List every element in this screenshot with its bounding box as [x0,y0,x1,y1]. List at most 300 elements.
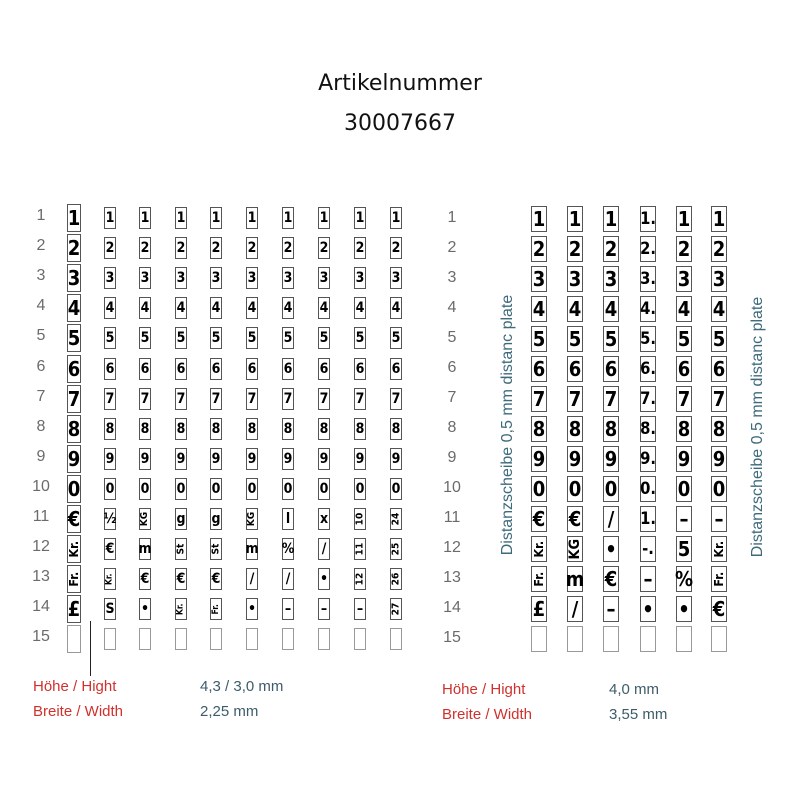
left_grid-cell [354,478,366,500]
left_grid-cell [282,508,294,530]
left_grid-glyph: Fr. [65,571,81,587]
left_grid-cell [354,388,366,410]
right_grid-glyph: 3 [568,267,582,291]
right_grid-cell [640,236,656,262]
right_grid-cell [676,206,692,232]
right_grid-glyph: 5. [640,328,656,348]
right_grid-glyph: 2 [568,237,582,261]
right_grid-glyph: 3 [532,267,546,291]
left_grid-glyph: Fr. [210,604,221,615]
left_grid-cell [246,478,258,500]
left_grid-glyph: 3 [67,266,81,291]
left_grid-glyph: 4 [247,300,257,317]
right_grid-row-number: 8 [447,419,457,436]
article-number-heading: Artikelnummer [318,71,482,96]
right_grid-glyph: 1 [604,207,618,231]
left_grid-cell [210,418,222,440]
left_grid-cell [67,324,81,352]
right_grid-glyph: 6 [712,357,726,381]
right_grid-row-number: 5 [447,329,457,346]
right_grid-cell [640,326,656,352]
right_grid-glyph: 7 [677,387,691,411]
right_grid-glyph: 3 [712,267,726,291]
left_grid-cell [282,327,294,349]
left_grid-glyph: 1 [176,210,186,226]
right_grid-cell [640,536,656,562]
left_grid-glyph: Kr. [65,540,81,558]
right_grid-glyph: 6 [532,357,546,381]
right_grid-cell [711,446,727,472]
left_grid-cell [67,535,81,563]
left_grid-glyph: 8 [105,420,115,437]
left_grid-glyph: 2 [391,240,401,257]
left_grid-cell [390,598,402,620]
left_grid-glyph: 5 [283,330,293,347]
right_grid-row-number: 11 [443,509,461,526]
right_grid-glyph: 4 [604,297,618,321]
left_grid-glyph: 27 [389,602,401,616]
left_grid-glyph: 8 [211,420,221,437]
left_grid-cell [318,448,330,470]
right_grid-cell [711,236,727,262]
left_grid-cell [175,508,187,530]
left_grid-cell [210,448,222,470]
left_grid-glyph: 25 [389,542,401,556]
left_grid-cell [210,207,222,229]
left_grid-glyph: 7 [140,390,150,407]
left_grid-glyph: 9 [211,450,221,467]
left_grid-cell [318,267,330,289]
left_grid-cell [104,237,116,259]
right_grid-glyph: 3 [677,267,691,291]
left_grid-cell [175,297,187,319]
left_grid-cell [318,358,330,380]
left_grid-cell [282,568,294,590]
left_grid-cell [354,237,366,259]
right_grid-glyph: • [605,537,617,561]
right_grid-cell [567,326,583,352]
right_grid-cell [567,266,583,292]
right_grid-cell [531,446,547,472]
right_grid-cell [640,356,656,382]
right_grid-cell [711,266,727,292]
left_grid-cell [318,568,330,590]
left_grid-glyph: 0 [319,480,329,497]
left_grid-glyph: • [319,571,329,588]
right_grid-glyph: 5 [532,327,546,351]
right_grid-cell [676,416,692,442]
right_grid-row-number: 13 [443,569,461,586]
left_grid-glyph: 26 [389,572,401,586]
left_grid-row-number: 9 [36,447,46,465]
right_grid-cell [531,536,547,562]
left_grid-glyph: 9 [140,450,150,467]
right_grid-cell [567,626,583,652]
left_grid-cell [210,358,222,380]
left_grid-cell [282,598,294,620]
right_grid-glyph: 0 [677,477,691,501]
left_grid-cell [390,628,402,650]
right_grid-cell [603,536,619,562]
left_grid-cell [104,598,116,620]
right_grid-cell [567,506,583,532]
left_grid-glyph: 3 [391,270,401,287]
left_grid-glyph: 7 [319,390,329,407]
left_grid-cell [390,538,402,560]
left-height-value: 4,3 / 3,0 mm [200,678,284,695]
left_grid-cell [246,598,258,620]
right_grid-row-number: 7 [447,389,457,406]
left_grid-glyph: 0 [176,480,186,497]
right_grid-glyph: £ [532,597,546,621]
left_grid-glyph: 6 [319,360,329,377]
left_grid-glyph: 1 [391,210,401,226]
left_grid-glyph: m [138,541,152,558]
right_grid-glyph: 5 [604,327,618,351]
left_grid-cell [67,294,81,322]
right_grid-glyph: • [642,597,654,621]
right_grid-cell [603,416,619,442]
right_grid-cell [603,206,619,232]
right_grid-glyph: 6 [677,357,691,381]
left_grid-glyph: m [245,541,259,558]
left_grid-cell [354,327,366,349]
right_grid-glyph: 1. [640,208,656,228]
left_grid-cell [210,267,222,289]
left_grid-glyph: 10 [353,512,365,526]
left_grid-cell [104,388,116,410]
left_grid-cell [318,237,330,259]
left_grid-glyph: 2 [105,240,115,257]
left_grid-cell [139,598,151,620]
left_grid-cell [318,508,330,530]
right_grid-glyph: 7 [604,387,618,411]
left_grid-glyph: 0 [211,480,221,497]
left_grid-cell [104,568,116,590]
left_grid-glyph: 8 [319,420,329,437]
right_grid-cell [676,506,692,532]
right_grid-glyph: 3 [604,267,618,291]
left_grid-glyph: 4 [355,300,365,317]
left_grid-glyph: 3 [176,270,186,287]
right_grid-cell [711,596,727,622]
left_grid-glyph: 7 [67,386,81,411]
left_grid-cell [390,237,402,259]
right_grid-glyph: 4 [712,297,726,321]
left_grid-cell [246,237,258,259]
right_grid-glyph: – [606,597,616,621]
right-width-label: Breite / Width [442,706,533,723]
right_grid-cell [531,296,547,322]
right_grid-glyph: 4 [532,297,546,321]
left_grid-cell [175,478,187,500]
distance-plate-label-left-text: Distanzscheibe 0,5 mm distanc plate [499,294,516,556]
left_grid-cell [210,237,222,259]
left_grid-glyph: 1 [105,210,115,226]
left_grid-cell [139,538,151,560]
left_grid-cell [67,475,81,503]
right_grid-cell [711,416,727,442]
left_grid-glyph: 0 [283,480,293,497]
right_grid-glyph: 8 [712,417,726,441]
left_grid-cell [246,448,258,470]
left_grid-cell [354,628,366,650]
right_grid-cell [531,476,547,502]
right_grid-glyph: 9 [532,447,546,471]
left_grid-glyph: 6 [247,360,257,377]
right_grid-glyph: 2 [712,237,726,261]
left_grid-cell [67,385,81,413]
right_grid-glyph: 5 [677,537,691,561]
left_grid-cell [139,297,151,319]
left_grid-cell [139,628,151,650]
left_grid-cell [282,237,294,259]
left_grid-cell [354,297,366,319]
left_grid-glyph: € [67,507,81,531]
left_grid-cell [318,478,330,500]
left_grid-glyph: 1 [355,210,365,226]
left_grid-cell [175,568,187,590]
left_grid-cell [282,358,294,380]
left_grid-cell [67,505,81,533]
left_grid-glyph: 5 [319,330,329,347]
right_grid-cell [676,386,692,412]
left_grid-cell [282,388,294,410]
left_grid-glyph: S [105,601,115,618]
right_grid-cell [567,296,583,322]
left_grid-glyph: l [285,511,291,527]
left_grid-glyph: – [320,601,328,618]
right_grid-glyph: 3. [640,268,656,288]
right_grid-cell [640,566,656,592]
left_grid-cell [390,508,402,530]
left_grid-cell [282,538,294,560]
left_grid-glyph: 1 [67,206,81,230]
left_grid-glyph: Kr. [175,603,186,616]
left_grid-glyph: 9 [319,450,329,467]
right-height-label: Höhe / Hight [442,681,526,698]
left_grid-glyph: 3 [247,270,257,287]
left_grid-glyph: 7 [391,390,401,407]
right_grid-cell [531,206,547,232]
left_grid-glyph: € [211,571,221,588]
left_grid-cell [104,267,116,289]
right_grid-glyph: 4. [640,298,656,318]
left_grid-cell [282,448,294,470]
left_grid-cell [390,448,402,470]
right_grid-cell [603,266,619,292]
right_grid-cell [567,416,583,442]
right_grid-cell [531,416,547,442]
right_grid-cell [531,566,547,592]
left-width-value: 2,25 mm [200,703,259,720]
left_grid-glyph: 0 [140,480,150,497]
right_grid-cell [640,626,656,652]
left_grid-glyph: 4 [319,300,329,317]
right_grid-cell [640,446,656,472]
left_grid-cell [318,388,330,410]
right_grid-glyph: 4 [677,297,691,321]
right_grid-glyph: 7 [712,387,726,411]
left_grid-cell [246,358,258,380]
left_grid-glyph: 4 [140,300,150,317]
right_grid-cell [531,326,547,352]
left_grid-cell [354,448,366,470]
right_grid-row-number: 12 [443,539,461,556]
right_grid-cell [603,326,619,352]
left_grid-row-number: 8 [36,417,46,435]
left_grid-glyph: St [209,543,221,555]
left_grid-cell [210,327,222,349]
right_grid-cell [567,236,583,262]
left_grid-glyph: 9 [67,446,81,471]
left_grid-row-number: 7 [36,387,46,405]
left_grid-glyph: 3 [283,270,293,287]
right_grid-cell [531,386,547,412]
left_grid-glyph: 3 [355,270,365,287]
left_grid-cell [318,418,330,440]
left_grid-glyph: 5 [176,330,186,347]
right_grid-cell [676,296,692,322]
left_grid-cell [67,445,81,473]
left_grid-cell [210,478,222,500]
right_grid-row-number: 10 [443,479,461,496]
left_grid-cell [390,327,402,349]
right-height-value: 4,0 mm [609,681,660,698]
right_grid-glyph: 1 [677,207,691,231]
left_grid-glyph: 8 [140,420,150,437]
right_grid-row-number: 15 [443,629,461,646]
left_grid-cell [210,388,222,410]
left_grid-glyph: 3 [319,270,329,287]
right_grid-glyph: Kr. [530,540,546,558]
right_grid-cell [531,266,547,292]
right_grid-cell [567,356,583,382]
left_grid-glyph: / [249,571,255,588]
left_grid-cell [282,478,294,500]
left_grid-cell [318,297,330,319]
left_grid-glyph: € [140,571,150,588]
left_grid-glyph: 8 [67,416,81,441]
left_grid-glyph: 9 [105,450,115,467]
right_grid-cell [640,266,656,292]
left_grid-glyph: 5 [67,326,81,351]
left_grid-glyph: – [284,601,292,618]
right_grid-row-number: 3 [447,269,457,286]
left_grid-row-number: 15 [32,628,50,646]
left_grid-glyph: 1 [283,210,293,226]
right_grid-cell [676,236,692,262]
right_grid-cell [676,626,692,652]
left_grid-cell [139,237,151,259]
left_grid-row-number: 4 [36,297,46,315]
left_grid-cell [210,568,222,590]
left_grid-glyph: % [281,541,295,558]
left_grid-glyph: • [140,601,150,618]
right_grid-glyph: 0 [568,477,582,501]
left_grid-cell [67,234,81,262]
right_grid-glyph: 8 [568,417,582,441]
left_grid-cell [175,327,187,349]
right_grid-glyph: Fr. [530,571,546,587]
left_grid-glyph: 8 [355,420,365,437]
right_grid-glyph: 5 [568,327,582,351]
right_grid-glyph: Kr. [710,540,726,558]
left_grid-cell [104,297,116,319]
left_grid-cell [246,297,258,319]
right_grid-cell [603,506,619,532]
right_grid-cell [676,326,692,352]
right_grid-row-number: 6 [447,359,457,376]
left_grid-cell [282,418,294,440]
left_grid-cell [210,297,222,319]
left_grid-cell [318,538,330,560]
left_grid-glyph: 6 [283,360,293,377]
left_grid-cell [175,388,187,410]
left_grid-cell [175,358,187,380]
right_grid-cell [640,206,656,232]
left_grid-cell [67,415,81,443]
left_grid-glyph: 1 [140,210,150,226]
left_grid-glyph: 4 [391,300,401,317]
left_grid-cell [282,297,294,319]
right_grid-cell [531,596,547,622]
left_grid-cell [390,418,402,440]
right_grid-cell [711,356,727,382]
distance-plate-label-right-text: Distanzscheibe 0,5 mm distanc plate [749,296,766,558]
left_grid-cell [104,207,116,229]
left_grid-glyph: 1 [247,210,257,226]
left_grid-cell [282,267,294,289]
right_grid-cell [640,506,656,532]
left_grid-cell [318,628,330,650]
left_grid-glyph: € [105,541,115,558]
right_grid-cell [603,236,619,262]
left_grid-glyph: 7 [211,390,221,407]
left_grid-glyph: 5 [211,330,221,347]
left_grid-glyph: 0 [391,480,401,497]
right_grid-cell [603,356,619,382]
left_grid-glyph: 11 [353,542,365,556]
left_grid-cell [390,207,402,229]
left_grid-cell [210,538,222,560]
left_grid-cell [246,418,258,440]
right_grid-row-number: 1 [447,209,457,226]
left_grid-cell [175,207,187,229]
left_grid-glyph: Kr. [104,573,115,585]
left_grid-cell [246,508,258,530]
left_grid-glyph: 2 [211,240,221,257]
left_grid-glyph: 5 [355,330,365,347]
right_grid-glyph: 2 [677,237,691,261]
left_grid-glyph: 24 [389,512,401,526]
right_grid-glyph: KG [566,538,583,560]
right_grid-glyph: – [714,507,724,531]
left_grid-glyph: 6 [67,356,81,381]
left_grid-cell [354,598,366,620]
right_grid-glyph: 8 [604,417,618,441]
left_grid-cell [175,418,187,440]
left_grid-glyph: 9 [283,450,293,467]
right_grid-cell [676,596,692,622]
left_grid-glyph: 0 [67,476,81,501]
left_grid-cell [246,628,258,650]
left_grid-glyph: 1 [211,210,221,226]
left_grid-cell [210,508,222,530]
left_grid-cell [139,267,151,289]
left_grid-cell [354,267,366,289]
right_grid-glyph: € [568,507,582,531]
